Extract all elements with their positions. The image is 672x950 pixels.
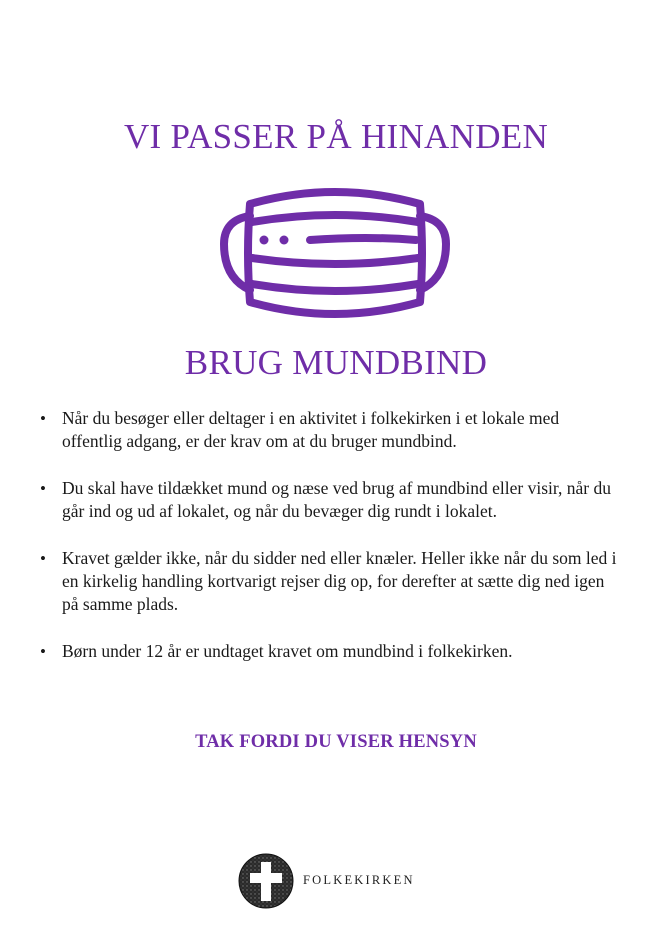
list-item: • Børn under 12 år er undtaget kravet om mundbind i folkekirken. — [38, 640, 618, 663]
list-item: • Når du besøger eller deltager i en aktivitet i folkekirken i et lokale med offentlig adgang, er der krav om at du bruger mundbind. — [38, 407, 618, 453]
rules-list — [38, 407, 618, 687]
brand-name: FOLKEKIRKEN — [303, 873, 415, 887]
list-item: • Du skal have tildækket mund og næse ved brug af mundbind eller visir, når du går ind og ud af lokalet, og når du bevæger dig rundt i lokalet. — [38, 477, 618, 523]
cross-seal-icon — [238, 853, 294, 909]
section-heading: BRUG MUNDBIND — [184, 343, 488, 382]
page-title: VI PASSER PÅ HINANDEN — [123, 117, 549, 156]
thanks-message: TAK FORDI DU VISER HENSYN — [195, 732, 477, 752]
face-mask-icon — [218, 186, 452, 320]
list-item: • Kravet gælder ikke, når du sidder ned eller knæler. Heller ikke når du som led i en kirkelig handling kortvarigt rejser dig op, for derefter at sætte dig ned igen på samme plads. — [38, 547, 618, 616]
